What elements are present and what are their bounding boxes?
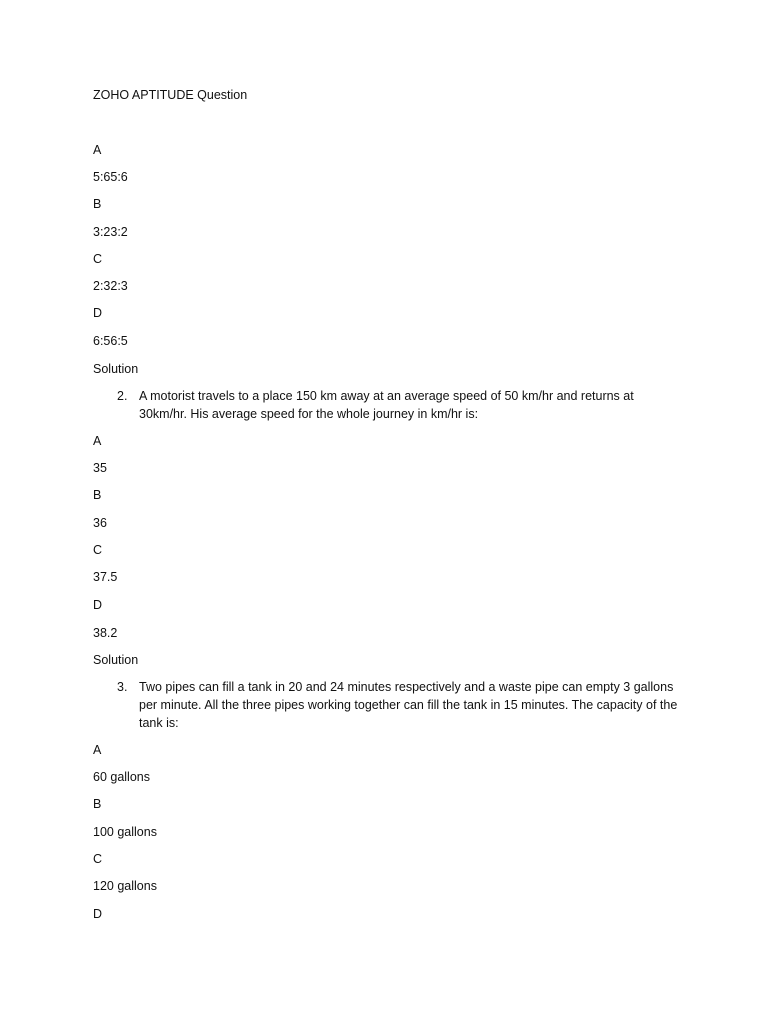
q3-number: 3. [117,680,128,694]
q3-option-d-letter: D [93,907,103,921]
q1-option-b-letter: B [93,197,102,211]
q1-option-b-value: 3:23:2 [93,225,128,239]
q2-number: 2. [117,389,128,403]
q1-option-c-letter: C [93,252,103,266]
q3-option-a-letter: A [93,743,102,757]
q2-solution-label: Solution [93,653,139,667]
q2-option-b-value: 36 [93,516,107,530]
q3-text: Two pipes can fill a tank in 20 and 24 minutes respectively and a waste pipe can empty 3 gallons per minute. All the three pipes working together can fill the tank in 15 minutes. The capacity of the tank is: [139,680,678,730]
q1-option-c-value: 2:32:3 [93,279,128,293]
q2-option-c-value: 37.5 [93,570,118,584]
q1-solution-label: Solution [93,362,139,376]
q3-option-c-value: 120 gallons [93,879,157,893]
q3-option-a-value: 60 gallons [93,770,150,784]
q3-option-b-letter: B [93,797,102,811]
q2-option-d-value: 38.2 [93,626,118,640]
q1-option-a-letter: A [93,143,102,157]
q1-option-a-value: 5:65:6 [93,170,128,184]
q2-option-a-value: 35 [93,461,107,475]
q3-option-b-value: 100 gallons [93,825,157,839]
q2-text: A motorist travels to a place 150 km away at an average speed of 50 km/hr and returns at 30km/hr. His average speed for the whole journey in km/hr is: [139,389,634,421]
q2-option-a-letter: A [93,434,102,448]
q2-option-b-letter: B [93,488,102,502]
q2-option-c-letter: C [93,543,103,557]
q1-option-d-letter: D [93,306,103,320]
q3-option-c-letter: C [93,852,103,866]
document-title: ZOHO APTITUDE Question [93,88,248,102]
q2-option-d-letter: D [93,598,103,612]
q1-option-d-value: 6:56:5 [93,334,128,348]
